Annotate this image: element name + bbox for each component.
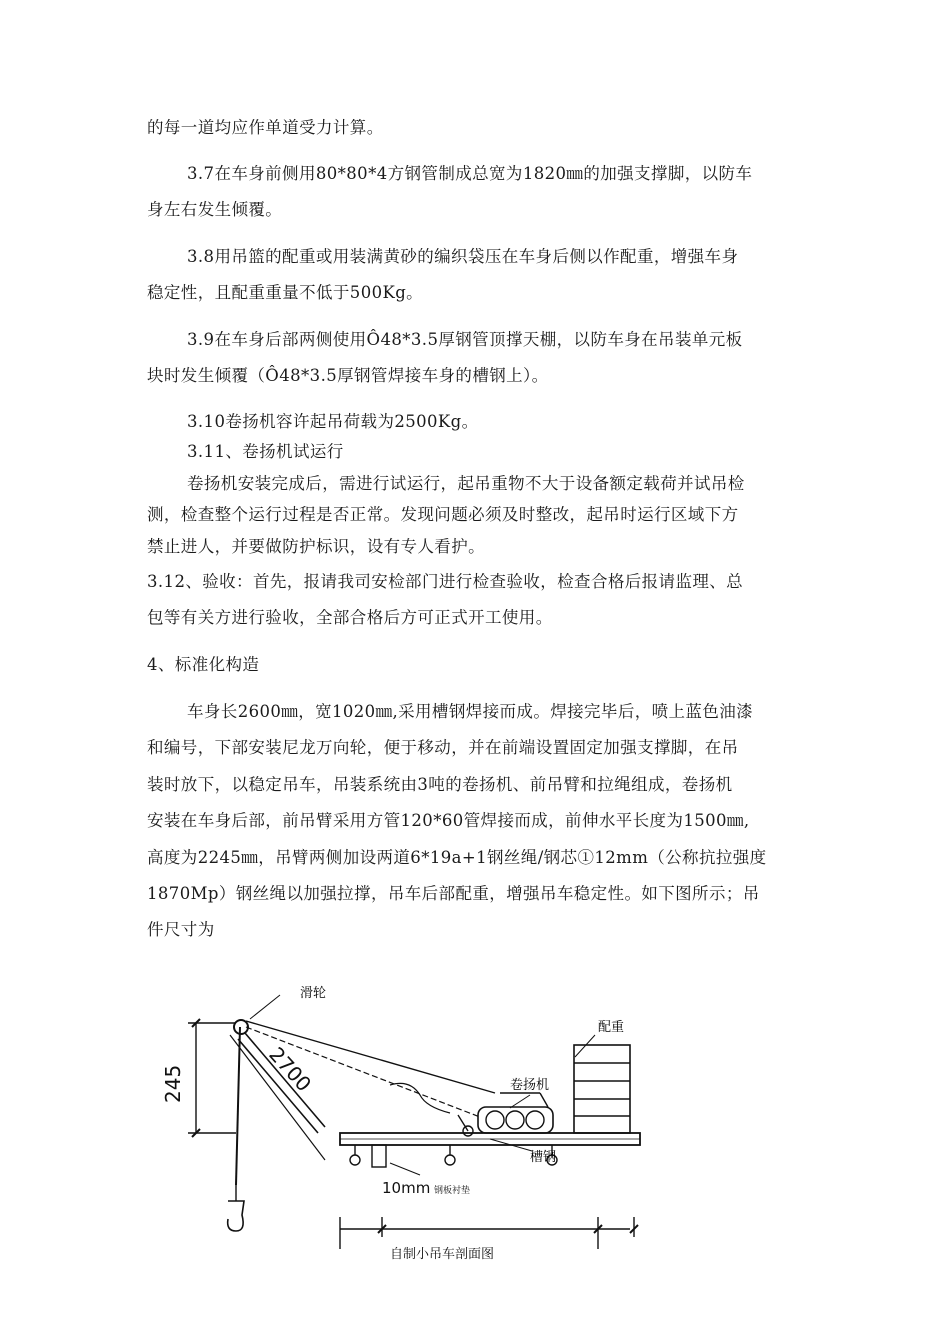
text-line: 和编号，下部安装尼龙万向轮，便于移动，并在前端设置固定加强支撑脚，在吊: [147, 738, 739, 757]
boom-dimension: 2700: [264, 1042, 317, 1097]
support-leg: [372, 1145, 386, 1167]
figure-caption: 自制小吊车剖面图: [389, 1247, 495, 1262]
section-heading: 4、标准化构造: [147, 655, 260, 674]
text-line: 车身长2600㎜，宽1020㎜,采用槽钢焊接而成。焊接完毕后，喷上蓝色油漆: [187, 702, 754, 721]
pulley-label: 滑轮: [300, 986, 327, 1001]
text-line: 卷扬机安装完成后，需进行试运行，起吊重物不大于设备额定载荷并试吊检: [187, 474, 745, 493]
text-line: 身左右发生倾覆。: [147, 200, 283, 219]
text-line: 装时放下，以稳定吊车，吊装系统由3吨的卷扬机、前吊臂和拉绳组成，卷扬机: [147, 775, 733, 794]
text-line: 3.11、卷扬机试运行: [187, 442, 344, 461]
pulley: [234, 1020, 248, 1034]
channel-label: 槽钢: [530, 1150, 557, 1165]
text-line: 件尺寸为: [147, 920, 215, 939]
crane-diagram: [150, 975, 670, 1275]
text-line: 3.12、验收：首先，报请我司安检部门进行检查验收，检查合格后报请监理、总: [147, 572, 744, 591]
text-line: 3.10卷扬机容许起吊荷载为2500Kg。: [187, 412, 479, 431]
text-line: 安装在车身后部，前吊臂采用方管120*60管焊接而成，前伸水平长度为1500㎜,: [147, 811, 750, 830]
mast: [236, 1027, 240, 1185]
text-line: 1870Mp）钢丝绳以加强拉撑，吊车后部配重，增强吊车稳定性。如下图所示；吊: [147, 884, 760, 903]
text-line: 包等有关方进行验收，全部合格后方可正式开工使用。: [147, 608, 553, 627]
text-line: 块时发生倾覆（Ô48*3.5厚钢管焊接车身的槽钢上）。: [147, 366, 549, 385]
counterweight: [574, 1045, 630, 1133]
wheel: [350, 1155, 360, 1165]
plate-label: 10mm: [382, 1179, 431, 1197]
text-line: 禁止进人，并要做防护标识，设有专人看护。: [147, 537, 485, 556]
text-line: 高度为2245㎜，吊臂两侧加设两道6*19a+1钢丝绳/钢芯①12mm（公称抗拉强度: [147, 848, 767, 867]
crane-drawing: [150, 975, 670, 1275]
height-dimension: 245: [161, 1064, 185, 1103]
text-line: 3.8用吊篮的配重或用装满黄砂的编织袋压在车身后侧以作配重，增强车身: [187, 247, 739, 266]
text-line: 的每一道均应作单道受力计算。: [147, 118, 384, 137]
wheel: [445, 1155, 455, 1165]
text-line: 测，检查整个运行过程是否正常。发现问题必须及时整改，起吊时运行区域下方: [147, 505, 739, 524]
counterweight-label: 配重: [598, 1020, 625, 1035]
plate-label-suffix: 钢板衬垫: [434, 1186, 471, 1196]
winch-label: 卷扬机: [510, 1078, 550, 1093]
text-line: 稳定性，且配重重量不低于500Kg。: [147, 283, 424, 302]
text-line: 3.7在车身前侧用80*80*4方钢管制成总宽为1820㎜的加强支撑脚，以防车: [187, 164, 753, 183]
hook: [228, 1201, 244, 1231]
text-line: 3.9在车身后部两侧使用Ô48*3.5厚钢管顶撑天棚，以防车身在吊装单元板: [187, 330, 743, 349]
